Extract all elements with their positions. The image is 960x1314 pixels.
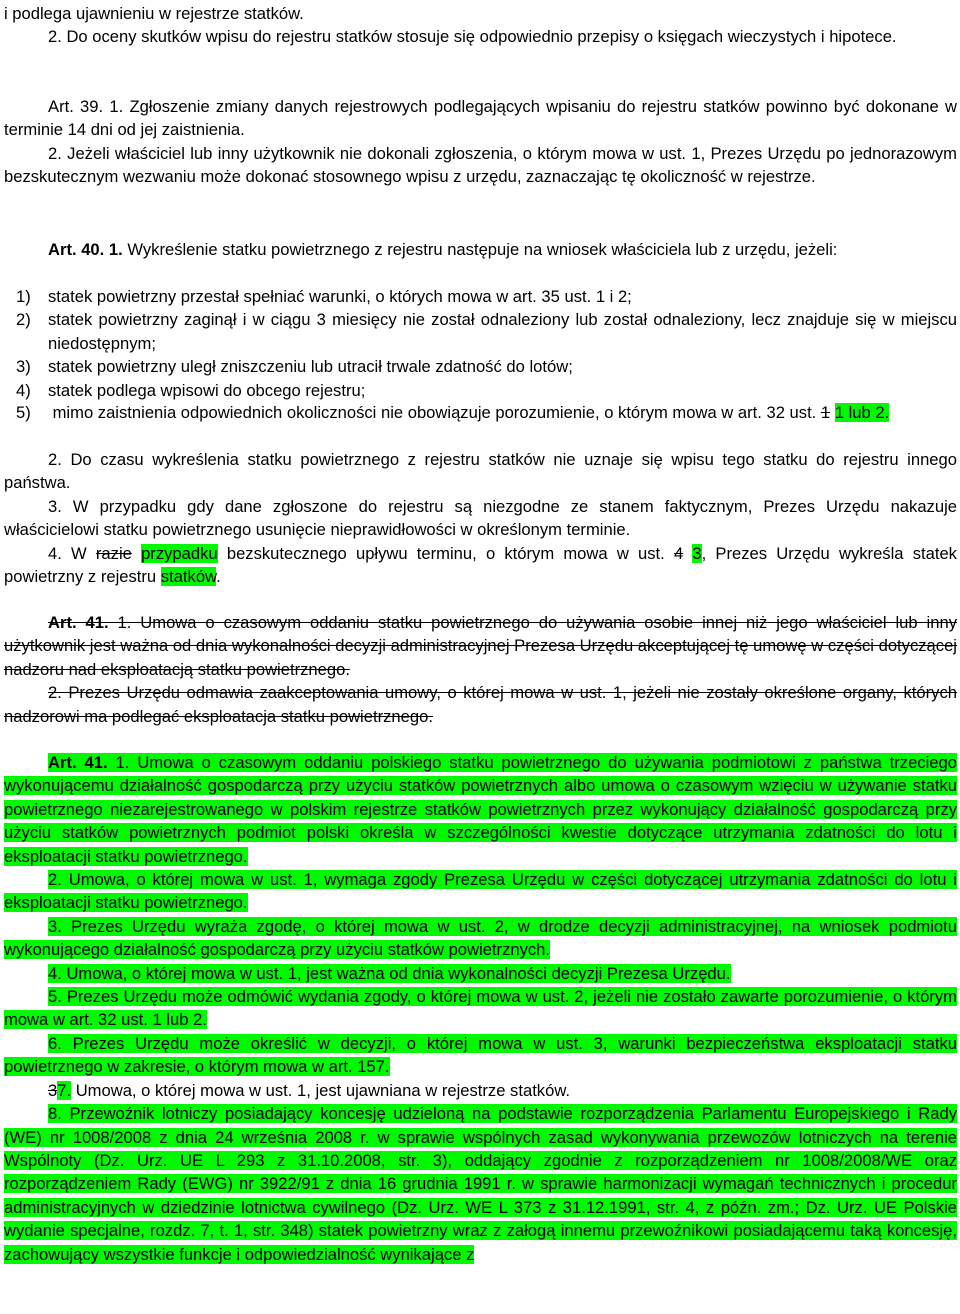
list-item-number: 5)	[16, 403, 31, 422]
inserted-text: statków	[160, 567, 217, 587]
art39-para-1: Art. 39. 1. Zgłoszenie zmiany danych rejestrowych podlegających wpisaniu do rejestru statków powinno być dokonane w terminie 14 dni od jej zaistnienia.	[4, 97, 957, 140]
art40-list	[4, 285, 957, 402]
top-section	[4, 2, 957, 49]
inserted-text: 7.	[57, 1080, 72, 1100]
art41-old-section	[4, 611, 957, 728]
list-item-text: mimo zaistnienia odpowiednich okoliczności nie obowiązuje porozumienie, o którym mowa w art. 32 ust.	[48, 403, 821, 422]
deleted-text: razie	[95, 543, 132, 563]
deleted-text: 4	[673, 543, 684, 563]
list-item-text: statek powietrzny uległ zniszczeniu lub utracił trwale zdatność do lotów;	[48, 357, 573, 377]
art41-old-para-1: Art. 41. 1. Umowa o czasowym oddaniu statku powietrznego do używania osobie innej niż jego właściciel lub inny użytkownik jest ważna od dnia wykonalności decyzji administracyjnej Prezesa Urzędu akceptującej tę umowę w części dotyczącej nadzoru nad eksploatacją statku powietrznego.	[4, 613, 957, 679]
art41-new-para-6: 6. Prezes Urzędu może określić w decyzji, o której mowa w ust. 3, warunki bezpieczeństwa eksploatacji statku powietrznego w zakresie, o którym mowa w art. 157.	[4, 1033, 957, 1077]
art41-new-para-8: 8. Przewoźnik lotniczy posiadający koncesję udzieloną na podstawie rozporządzenia Parlamentu Europejskiego i Rady (WE) nr 1008/2008 z dnia 24 września 2008 r. w sprawie wspólnych zasad wykonywania przewozów lotniczych na terenie Wspólnoty (Dz. Urz. UE L 293 z 31.10.2008, str. 3), oddający zgodnie z rozporządzeniem nr 1008/2008/WE oraz rozporządzeniem Rady (EWG) nr 3922/91 z dnia 16 grudnia 1991 r. w sprawie harmonizacji wymagań technicznych i procedur administracyjnych w dziedzinie lotnictwa cywilnego (Dz. Urz. WE L 373 z 31.12.1991, str. 4, z późn. zm.; Dz. Urz. UE Polskie wydanie specjalne, rozdz. 7, t. 1, str. 348) statek powietrzny wraz z załogą innemu przewoźnikowi posiadającemu taką koncesję, zachowujący wszystkie funkcje i odpowiedzialność wynikające z	[4, 1104, 957, 1264]
art41-new-para-3: 3. Prezes Urzędu wyraża zgodę, o której mowa w ust. 2, w drodze decyzji administracyjnej, na wniosek podmiotu wykonującego działalność gospodarczą przy użyciu statków powietrznych.	[4, 916, 957, 960]
art41-new-para-1: Art. 41. 1. Umowa o czasowym oddaniu polskiego statku powietrznego do używania podmiotowi z państwa trzeciego wykonującemu działalność gospodarczą przy użyciu statków powietrznych albo umowa o czasowym wzięciu w używanie statku powietrznego niezarejestrowanego w polskim rejestrze statków powietrznych przez wykonujący działalność gospodarczą przy użyciu statków powietrznych podmiot polski określa w szczególności kwestie dotyczące utrzymania zdatności do lotu i eksploatacji statku powietrznego.	[4, 753, 957, 866]
list-item-number: 4)	[16, 380, 31, 400]
art38-para-2: 2. Do oceny skutków wpisu do rejestru statków stosuje się odpowiednio przepisy o księgach wieczystych i hipotece.	[48, 27, 897, 47]
list-item-number: 1)	[16, 287, 31, 306]
deleted-text: 1	[820, 403, 831, 422]
art41-old-para-2: 2. Prezes Urzędu odmawia zaakceptowania umowy, o której mowa w ust. 1, jeżeli nie zostały określone organy, których nadzorowi ma podlegać eksploatacja statku powietrznego.	[4, 683, 957, 726]
art40-rest	[4, 448, 957, 588]
art41-new-heading: Art. 41.	[48, 753, 108, 772]
list-item-number: 2)	[16, 310, 31, 330]
list-item-number: 3)	[16, 357, 31, 377]
inserted-text: 3	[692, 543, 702, 563]
art41-old-heading: Art. 41.	[48, 613, 109, 632]
art41-new-section	[4, 751, 957, 1266]
deleted-text: 3	[48, 1080, 58, 1100]
art40-intro	[4, 238, 957, 261]
art39-section	[4, 95, 957, 189]
art39-para-2: 2. Jeżeli właściciel lub inny użytkownik nie dokonali zgłoszenia, o którym mowa w ust. 1, Prezes Urzędu po jednorazowym bezskutecznym wezwaniu może dokonać stosownego wpisu z urzędu, zaznaczając tę okoliczność w rejestrze.	[4, 143, 957, 187]
art41-new-para-7: 37. Umowa, o której mowa w ust. 1, jest ujawniana w rejestrze statków.	[48, 1080, 571, 1100]
list-item	[4, 379, 957, 402]
list-item	[4, 401, 957, 424]
art40-para-4: 4. W razie przypadku bezskutecznego upływu terminu, o którym mowa w ust. 4 3, Prezes Urzędu wykreśla statek powietrzny z rejestru statków.	[4, 543, 957, 587]
inserted-text: przypadku	[141, 543, 218, 563]
list-item-text: statek powietrzny przestał spełniać warunki, o których mowa w art. 35 ust. 1 i 2;	[48, 287, 632, 306]
art41-new-para-2: 2. Umowa, o której mowa w ust. 1, wymaga zgody Prezesa Urzędu w części dotyczącej utrzymania zdatności do lotu i eksploatacji statku powietrznego.	[4, 870, 957, 913]
list-item	[4, 355, 957, 378]
list-item	[4, 285, 957, 308]
continued-line: i podlega ujawnieniu w rejestrze statków.	[4, 4, 304, 23]
art40-para-2: 2. Do czasu wykreślenia statku powietrznego z rejestru statków nie uznaje się wpisu tego statku do rejestru innego państwa.	[4, 450, 957, 493]
art41-new-para-5: 5. Prezes Urzędu może odmówić wydania zgody, o której mowa w ust. 2, jeżeli nie zostało zawarte porozumienie, o którym mowa w art. 32 ust. 1 lub 2.	[4, 987, 957, 1030]
art40-para-3: 3. W przypadku gdy dane zgłoszone do rejestru są niezgodne ze stanem faktycznym, Prezes Urzędu nakazuje właścicielowi statku powietrznego usunięcie nieprawidłowości w określonym terminie.	[4, 496, 957, 540]
inserted-text: 1 lub 2.	[834, 403, 890, 422]
list-item-text: statek podlega wpisowi do obcego rejestru;	[48, 380, 366, 400]
art40-heading: Art. 40. 1.	[48, 240, 123, 259]
art40-item5	[4, 401, 957, 424]
art40-section	[4, 238, 957, 261]
list-item-text: statek powietrzny zaginął i w ciągu 3 miesięcy nie został odnaleziony lub został odnaleziony, lecz znajduje się w miejscu niedostępnym;	[48, 310, 957, 353]
list-item	[4, 308, 957, 355]
art40-intro-text: Wykreślenie statku powietrznego z rejestru następuje na wniosek właściciela lub z urzędu, jeżeli:	[122, 240, 838, 259]
art41-new-para-4: 4. Umowa, o której mowa w ust. 1, jest ważna od dnia wykonalności decyzji Prezesa Urzędu.	[48, 963, 731, 983]
